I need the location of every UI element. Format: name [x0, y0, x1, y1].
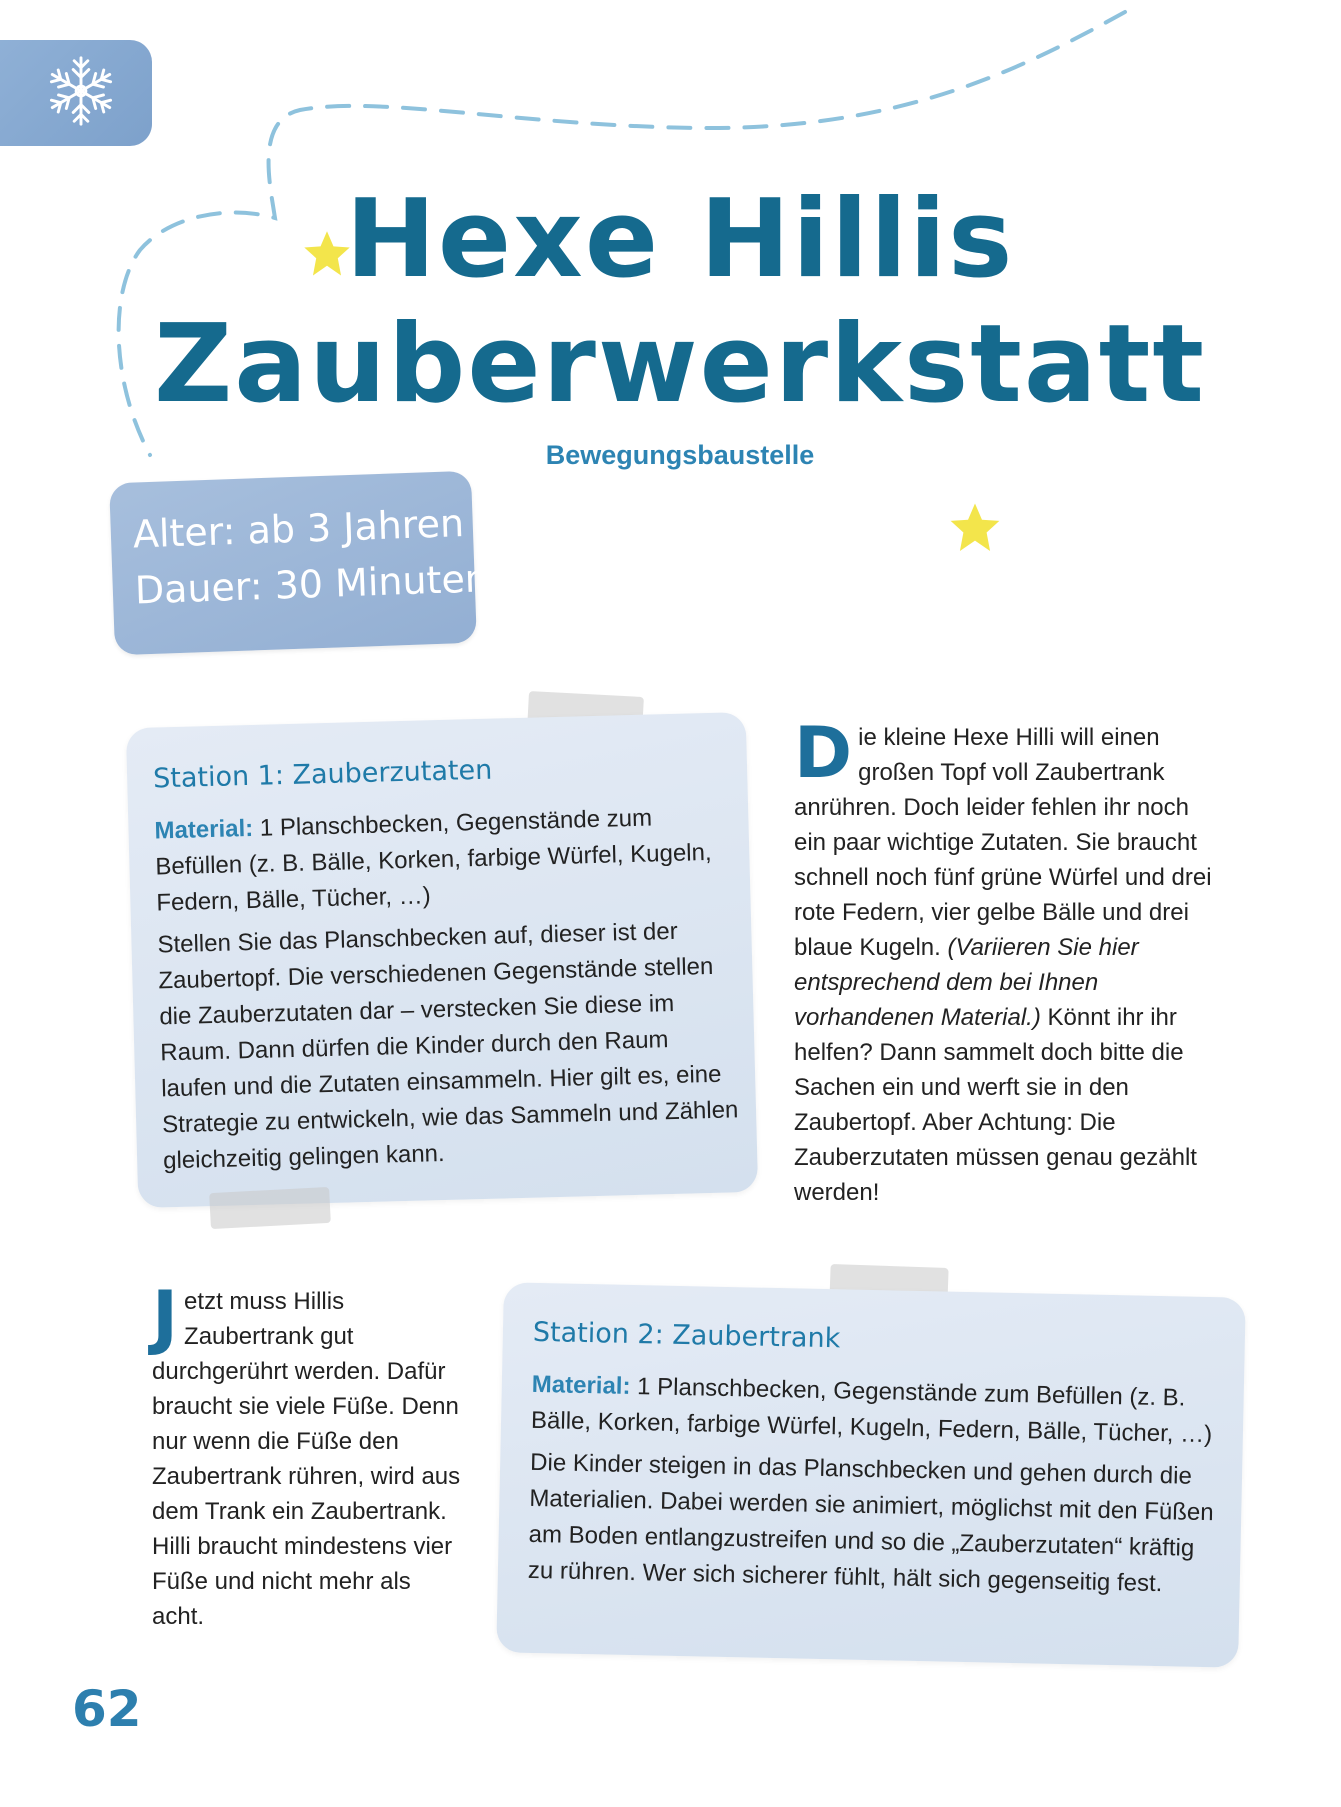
- page-number: 62: [72, 1680, 142, 1738]
- page-subtitle: Bewegungsbaustelle: [545, 440, 815, 470]
- star-icon: [946, 500, 1004, 558]
- material-text: 1 Planschbecken, Gegenstände zum Befüllen (z. B. Bälle, Korken, farbige Würfel, Kugeln, Federn, Bälle, Tücher, …): [155, 804, 712, 917]
- dropcap-d: D: [794, 712, 853, 794]
- material-label: Material:: [531, 1370, 631, 1400]
- material-label: Material:: [154, 814, 254, 845]
- story-1-text-end: Könnt ihr ihr helfen? Dann sammelt doch bitte die Sachen ein und werft sie in den Zaubertopf. Aber Achtung: Die Zauberzutaten müssen genau gezählt werden!: [794, 1004, 1197, 1206]
- story-1-text-start: ie kleine Hexe Hilli will einen großen Topf voll Zaubertrank anrühren. Doch leider fehlen ihr noch ein paar wichtige Zutaten. Sie braucht schnell noch fünf grüne Würfel und drei rote Federn, vier gelbe Bälle und drei blaue Kugeln.: [794, 724, 1212, 961]
- station-1-instructions: Stellen Sie das Planschbecken auf, dieser ist der Zaubertopf. Die verschiedenen Gegenstände stellen die Zauberzutaten dar – verstecken Sie diese im Raum. Dann dürfen die Kinder durch den Raum laufen und die Zutaten einsammeln. Hier gilt es, eine Strategie zu entwickeln, wie das Sammeln und Zählen gleichzeitig gelingen kann.: [157, 917, 739, 1175]
- age-label: Alter: ab 3 Jahren: [132, 501, 465, 557]
- story-1-italic-note: (Variieren Sie hier entsprechend dem bei Ihnen vorhandenen Material.): [794, 934, 1139, 1031]
- station-2-title: Station 2: Zaubertrank: [532, 1316, 841, 1355]
- page-title-line-2: Zauberwerkstatt: [153, 302, 1207, 427]
- story-2-text: etzt muss Hillis Zaubertrank gut durchgerührt werden. Dafür braucht sie viele Füße. Denn nur wenn die Füße den Zaubertrank rühren, wird aus dem Trank ein Zaubertrank. Hilli braucht mindestens vier Füße und nicht mehr als acht.: [152, 1288, 461, 1630]
- station-2-instructions: Die Kinder steigen in das Planschbecken und gehen durch die Materialien. Dabei werden sie animiert, möglichst mit den Füßen am Boden entlangzustreifen und so die „Zauberzutaten“ kräftig zu rühren. Wer sich sicherer fühlt, hält sich gegenseitig fest.: [527, 1448, 1214, 1598]
- duration-label: Dauer: 30 Minuten: [134, 556, 490, 613]
- story-paragraph-2: [152, 1276, 462, 1634]
- info-card: [109, 471, 490, 656]
- station-2-card: [496, 1282, 1246, 1667]
- page-title-line-1: Hexe Hillis: [345, 177, 1015, 302]
- story-paragraph-1: [794, 712, 1224, 1210]
- tape-decoration: [209, 1187, 331, 1229]
- station-2-material: [531, 1367, 1222, 1453]
- material-text: 1 Planschbecken, Gegenstände zum Befüllen (z. B. Bälle, Korken, farbige Würfel, Kugeln, Federn, Bälle, Tücher, …): [530, 1373, 1213, 1449]
- station-1-material: [154, 799, 727, 922]
- dropcap-j: J: [152, 1276, 179, 1358]
- station-1-card: [126, 712, 758, 1208]
- station-1-title: Station 1: Zauberzutaten: [152, 754, 493, 795]
